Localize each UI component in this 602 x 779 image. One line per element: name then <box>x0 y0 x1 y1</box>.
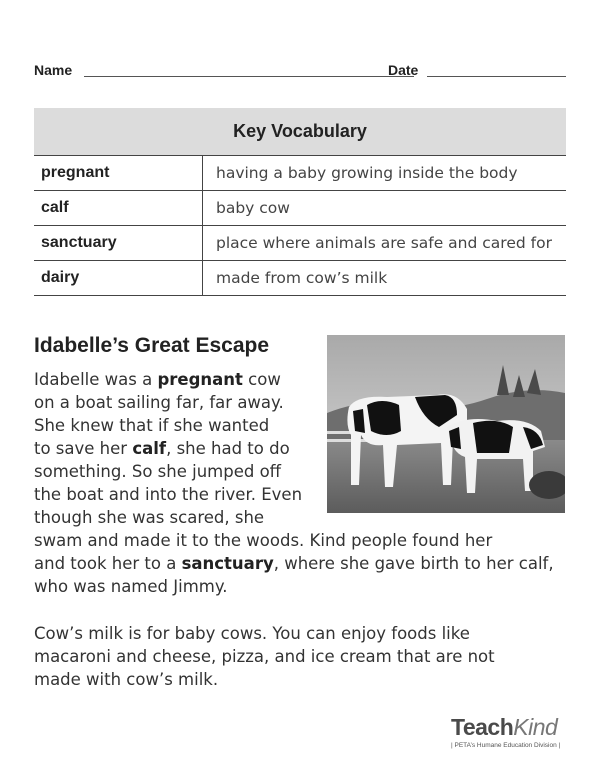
vocab-definition: made from cow’s milk <box>203 261 567 296</box>
name-label: Name <box>34 62 73 78</box>
logo-wordmark: TeachKind <box>451 714 558 740</box>
story-line: macaroni and cheese, pizza, and ice cream that are not <box>34 647 495 666</box>
vocab-definition: place where animals are safe and cared for <box>203 226 567 261</box>
vocab-row <box>34 226 566 261</box>
vocab-row <box>34 156 566 191</box>
story-line: on a boat sailing far, far away. <box>34 393 284 412</box>
story-line: and took her to a sanctuary, where she gave birth to her calf, <box>34 554 554 573</box>
story-line: Cow’s milk is for baby cows. You can enjoy foods like <box>34 624 470 643</box>
logo-subtitle: | PETA’s Humane Education Division | <box>451 742 561 749</box>
date-label: Date <box>388 62 419 78</box>
vocab-definition: having a baby growing inside the body <box>203 156 567 191</box>
teachkind-logo <box>451 714 566 749</box>
date-line[interactable] <box>427 76 566 77</box>
story-line: to save her calf, she had to do <box>34 439 290 458</box>
cow-photo <box>327 335 565 513</box>
story-line: made with cow’s milk. <box>34 670 219 689</box>
vocab-row <box>34 191 566 226</box>
vocab-term: dairy <box>34 261 203 296</box>
cows-image <box>327 335 565 513</box>
vocab-row <box>34 261 566 296</box>
story-line: though she was scared, she <box>34 508 265 527</box>
story-keyword: sanctuary <box>181 554 274 573</box>
vocab-term: sanctuary <box>34 226 203 261</box>
story-title: Idabelle’s Great Escape <box>34 334 270 357</box>
story-line: the boat and into the river. Even <box>34 485 303 504</box>
vocab-term: calf <box>34 191 203 226</box>
story-line: who was named Jimmy. <box>34 577 228 596</box>
story-line: Idabelle was a pregnant cow <box>34 370 281 389</box>
vocab-term: pregnant <box>34 156 203 191</box>
vocabulary-title: Key Vocabulary <box>34 108 566 156</box>
vocab-definition: baby cow <box>203 191 567 226</box>
name-date-row <box>34 62 566 82</box>
story-keyword: pregnant <box>157 370 243 389</box>
story-line: She knew that if she wanted <box>34 416 270 435</box>
story-line: something. So she jumped off <box>34 462 282 481</box>
name-line[interactable] <box>84 76 414 77</box>
story-keyword: calf <box>132 439 167 458</box>
vocabulary-table <box>34 108 566 296</box>
story-line: swam and made it to the woods. Kind people found her <box>34 531 493 550</box>
